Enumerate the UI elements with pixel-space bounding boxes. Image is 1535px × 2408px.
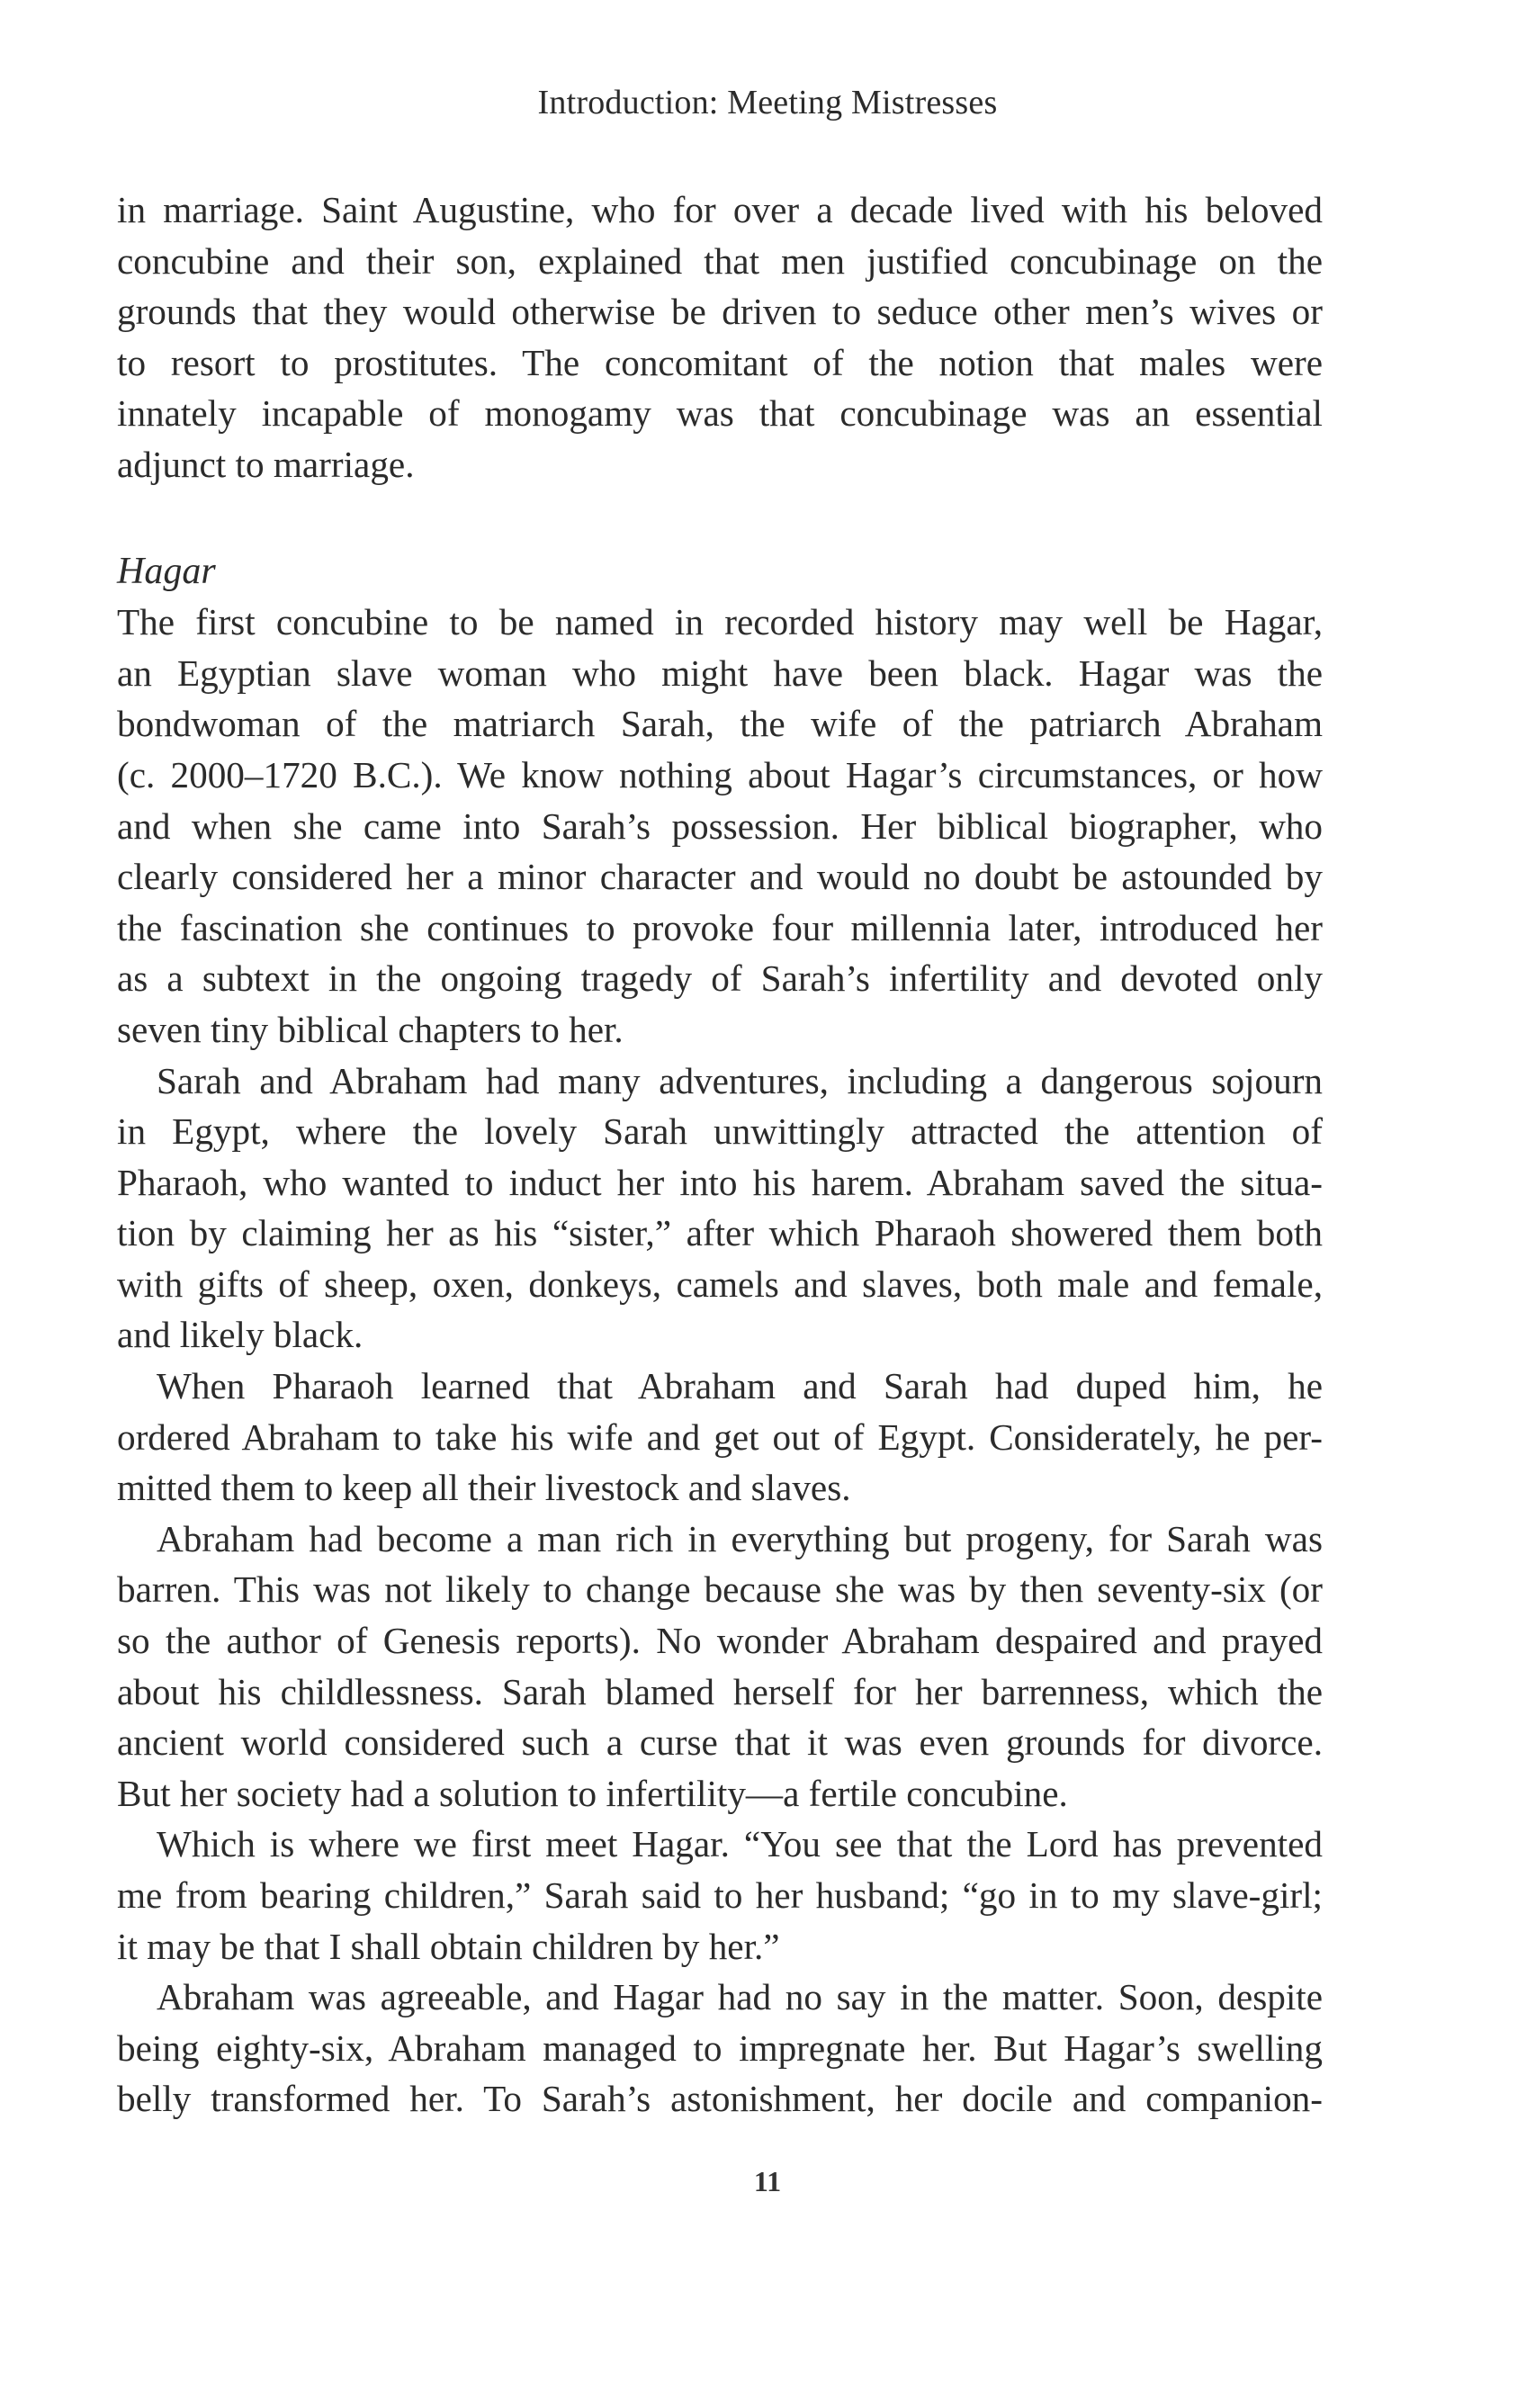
text-line: Sarah and Abraham had many adventures, including a dangerous sojourn [157, 1059, 1323, 1101]
text-line: When Pharaoh learned that Abraham and Sarah had duped him, he [157, 1365, 1323, 1407]
paragraph-5 [117, 1514, 1323, 1819]
text-line: and likely black. [117, 1314, 364, 1356]
paragraph-6 [117, 1819, 1323, 1972]
text-line: (c. 2000–1720 B.C.). We know nothing about Hagar’s circumstances, or how [117, 753, 1323, 795]
paragraph-1 [117, 184, 1323, 490]
text-line: it may be that I shall obtain children by her.” [117, 1925, 780, 1967]
text-line: Which is where we first meet Hagar. “You see that the Lord has prevented [157, 1823, 1323, 1865]
text-line: mitted them to keep all their livestock and slaves. [117, 1467, 851, 1509]
text-line: Pharaoh, who wanted to induct her into his harem. Abraham saved the situa- [117, 1161, 1323, 1203]
paragraph-4 [117, 1361, 1323, 1514]
text-line: being eighty-six, Abraham managed to impregnate her. But Hagar’s swelling [117, 2026, 1323, 2069]
paragraph-3 [117, 1056, 1323, 1361]
paragraph-7 [117, 1972, 1323, 2125]
text-line: grounds that they would otherwise be driven to seduce other men’s wives or [117, 291, 1323, 333]
text-line: Abraham had become a man rich in everything but progeny, for Sarah was [157, 1517, 1323, 1559]
text-line: the fascination she continues to provoke four millennia later, introduced her [117, 906, 1323, 948]
text-line: barren. This was not likely to change because she was by then seventy-six (or [117, 1568, 1323, 1611]
text-line: The first concubine to be named in recorded history may well be Hagar, [117, 601, 1323, 643]
text-line: as a subtext in the ongoing tragedy of Sarah’s infertility and devoted only [117, 957, 1323, 1000]
text-line: ordered Abraham to take his wife and get out of Egypt. Considerately, he per- [117, 1415, 1323, 1458]
text-line: an Egyptian slave woman who might have been black. Hagar was the [117, 651, 1323, 694]
running-head: Introduction: Meeting Mistresses [537, 84, 998, 121]
text-line: tion by claiming her as his “sister,” after which Pharaoh showered them both [117, 1212, 1323, 1254]
text-line: with gifts of sheep, oxen, donkeys, camels and slaves, both male and female, [117, 1262, 1323, 1305]
section-gap [117, 490, 1323, 546]
text-line: so the author of Genesis reports). No wonder Abraham despaired and prayed [117, 1620, 1323, 1662]
text-line: to resort to prostitutes. The concomitant of the notion that males were [117, 341, 1323, 383]
text-line: clearly considered her a minor character and would no doubt be astounded by [117, 856, 1323, 898]
body-text [117, 184, 1323, 2125]
page-number: 11 [753, 2165, 782, 2197]
text-line: But her society had a solution to infertility—a fertile concubine. [117, 1772, 1068, 1814]
text-line: belly transformed her. To Sarah’s astonishment, her docile and companion- [117, 2078, 1323, 2120]
section-heading: Hagar [117, 550, 216, 592]
text-line: adjunct to marriage. [117, 443, 415, 485]
paragraph-2 [117, 597, 1323, 1055]
text-line: concubine and their son, explained that men justified concubinage on the [117, 239, 1323, 282]
text-line: in Egypt, where the lovely Sarah unwittingly attracted the attention of [117, 1110, 1323, 1153]
text-line: about his childlessness. Sarah blamed herself for her barrenness, which the [117, 1670, 1323, 1712]
text-line: ancient world considered such a curse that it was even grounds for divorce. [117, 1721, 1323, 1764]
text-line: in marriage. Saint Augustine, who for over a decade lived with his beloved [117, 189, 1323, 230]
text-line: Abraham was agreeable, and Hagar had no say in the matter. Soon, despite [157, 1976, 1323, 2018]
text-line: seven tiny biblical chapters to her. [117, 1008, 624, 1050]
text-line: innately incapable of monogamy was that concubinage was an essential [117, 392, 1323, 435]
text-line: me from bearing children,” Sarah said to her husband; “go in to my slave-girl; [117, 1874, 1323, 1916]
text-line: bondwoman of the matriarch Sarah, the wife of the patriarch Abraham [117, 703, 1323, 745]
text-line: and when she came into Sarah’s possession. Her biblical biographer, who [117, 804, 1323, 847]
